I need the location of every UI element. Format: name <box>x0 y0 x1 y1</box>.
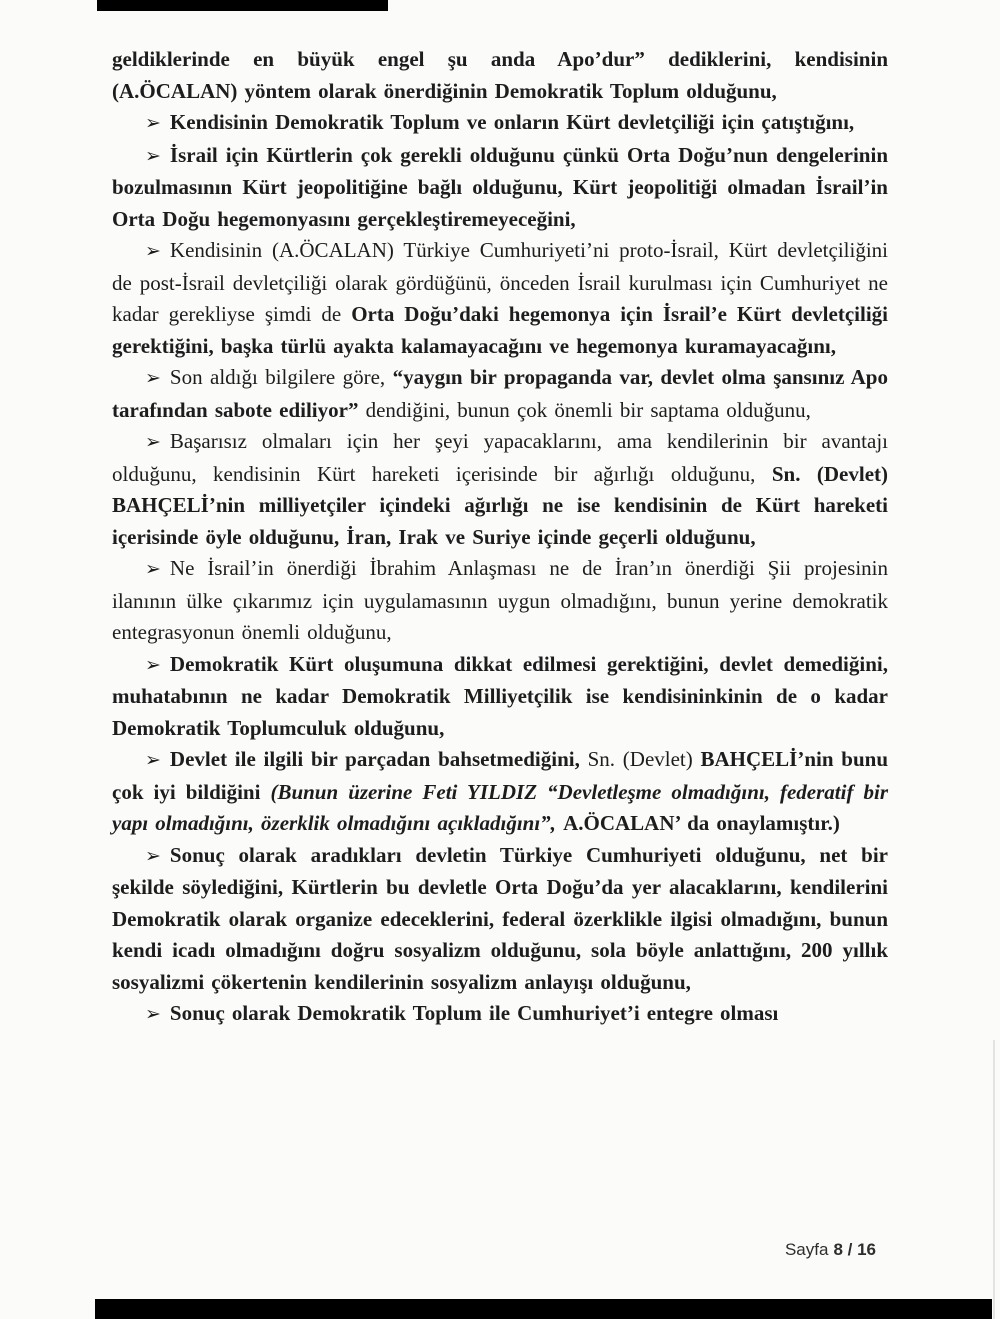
bullet-arrow-icon: ➢ <box>145 145 161 167</box>
bullet-arrow-icon: ➢ <box>145 368 161 389</box>
page-footer <box>785 1240 876 1260</box>
bullet-paragraph <box>112 840 888 999</box>
bullet-paragraph <box>112 998 888 1031</box>
bullet-arrow-icon: ➢ <box>145 241 161 262</box>
bullet-arrow-icon: ➢ <box>145 1004 161 1025</box>
bullet-paragraph <box>112 649 888 745</box>
scan-artifact-bottom <box>95 1299 992 1319</box>
text-run: Sonuç olarak aradıkları devletin Türkiye Cumhuriyeti olduğunu, net bir şekilde söylediğini, Kürtlerin bu devletle Orta Doğu’da yer alacaklarını, kendilerini Demokratik olarak organize edeceklerini, federal özerklikle ilgisi olmadığını, bunun kendi icadı olmadığını doğru sosyalizm olduğunu, sola böyle anlattığını, 200 yıllık sosyalizmi çökertenin kendilerinin sosyalizm anlayışı olduğunu, <box>112 842 888 994</box>
paragraph <box>112 44 888 107</box>
bullet-arrow-icon: ➢ <box>145 432 161 453</box>
text-run: geldiklerinde en büyük engel şu anda Apo’dur” dediklerini, kendisinin (A.ÖCALAN) yöntem olarak önerdiğinin Demokratik Toplum olduğunu, <box>112 47 888 103</box>
text-run: dendiğini, bunun çok önemli bir saptama olduğunu, <box>358 397 811 422</box>
footer-label: Sayfa <box>784 1240 829 1259</box>
text-run: Sn. (Devlet) BAHÇELİ’nin milliyetçiler içindeki ağırlığı ne ise kendisinin de Kürt hareketi içerisinde öyle olduğunu, İran, Irak ve Suriye içinde geçerli olduğunu, <box>112 461 889 549</box>
text-run: “yaygın bir propaganda var, devlet olma şansınız Apo tarafından sabote ediliyor” <box>112 365 888 422</box>
bullet-paragraph <box>112 553 888 649</box>
bullet-paragraph <box>112 362 888 426</box>
text-run: Orta Doğu’daki hegemonya için İsrail’e Kürt devletçiliği gerektiğini, başka türlü ayakta kalamayacağını ve hegemonya kuramayacağını, <box>112 302 888 358</box>
text-run: Başarısız olmaları için her şeyi yapacaklarını, ama kendilerinin bir avantajı olduğunu, kendisinin Kürt hareketi içerisinde bir ağırlığı olduğunu, <box>112 429 888 486</box>
text-run: Devlet ile ilgili bir parçadan bahsetmediğini, <box>169 747 588 771</box>
bullet-arrow-icon: ➢ <box>145 559 161 580</box>
text-run: Kendisinin (A.ÖCALAN) Türkiye Cumhuriyeti’ni proto-İsrail, Kürt devletçiliğini de post-İsrail devletçiliği olarak gördüğünü, önceden İsrail kurulması için Cumhuriyet ne kadar gerekliyse şimdi de <box>112 238 888 326</box>
text-run: A.ÖCALAN’ da onaylamıştır.) <box>563 811 840 835</box>
text-run: Demokratik Kürt oluşumuna dikkat edilmesi gerektiğini, devlet demediğini, muhatabının ne kadar Demokratik Milliyetçilik ise kendisininkinin de o kadar Demokratik Toplumculuk olduğunu, <box>112 651 888 740</box>
text-run: Sn. (Devlet) <box>587 747 701 771</box>
bullet-paragraph <box>112 140 888 236</box>
text-run: İsrail için Kürtlerin çok gerekli olduğunu çünkü Orta Doğu’nun dengelerinin bozulmasının Kürt jeopolitiğine bağlı olduğunu, Kürt jeopolitiği olmadan İsrail’in Orta Doğu hegemonyasını gerçekleştiremeyeceğini, <box>112 142 888 231</box>
footer-page-number: 8 / 16 <box>833 1240 876 1259</box>
bullet-paragraph <box>112 744 888 840</box>
text-run: Son aldığı bilgilere göre, <box>169 365 393 389</box>
scan-artifact-top <box>97 0 388 11</box>
bullet-arrow-icon: ➢ <box>145 845 161 867</box>
text-run: Kendisinin Demokratik Toplum ve onların Kürt devletçiliği için çatıştığını, <box>169 110 855 134</box>
bullet-arrow-icon: ➢ <box>145 750 161 771</box>
text-run: Ne İsrail’in önerdiği İbrahim Anlaşması ne de İran’ın önerdiği Şii projesinin ilanının ülke çıkarımız için uygulamasının uygun olmadığını, bunun yerine demokratik entegrasyonun önemli olduğunu, <box>112 556 888 644</box>
scan-edge-line <box>993 1040 995 1319</box>
bullet-paragraph <box>112 107 888 140</box>
bullet-arrow-icon: ➢ <box>145 654 161 676</box>
document-body <box>112 44 888 1031</box>
bullet-paragraph <box>112 426 888 553</box>
bullet-paragraph <box>112 235 888 362</box>
text-run: BAHÇELİ’nin bunu çok iyi bildiğini <box>112 747 889 804</box>
bullet-arrow-icon: ➢ <box>145 113 161 134</box>
text-run: (Bunun üzerine Feti YILDIZ “Devletleşme olmadığını, federatif bir yapı olmadığını, özerklik olmadığını açıkladığını”, <box>112 779 888 835</box>
text-run: Sonuç olarak Demokratik Toplum ile Cumhuriyet’i entegre olması <box>169 1001 779 1025</box>
